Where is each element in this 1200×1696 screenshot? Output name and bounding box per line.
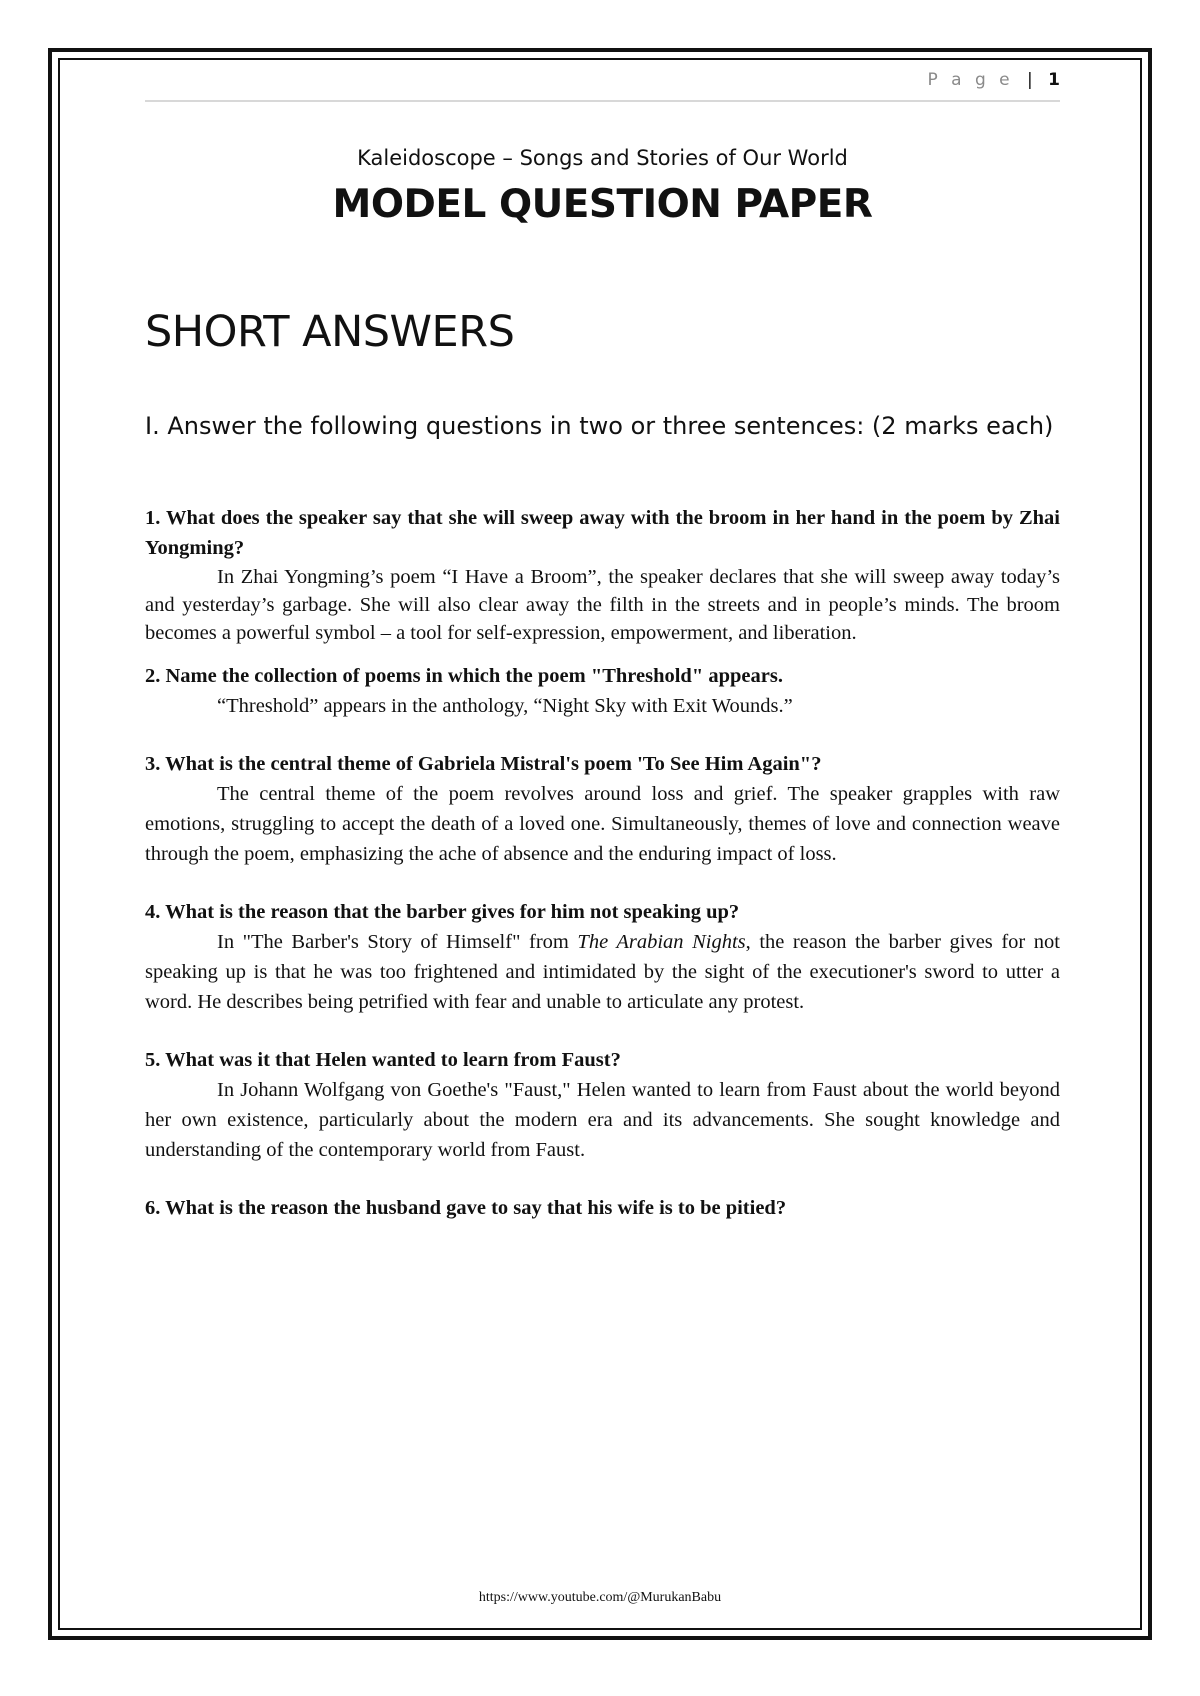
answer-4-text-start: In "The Barber's Story of Himself" from	[217, 931, 578, 953]
answer-1: In Zhai Yongming’s poem “I Have a Broom”, the speaker declares that she will sweep away today’s and yesterday’s garbage. She will also clear away the filth in the streets and in people’s minds. The broom becomes a powerful symbol – a tool for self-expression, empowerment, and liberation.	[145, 566, 1060, 644]
qa-item-6	[145, 1193, 1060, 1223]
footer-url: https://www.youtube.com/@MurukanBabu	[478, 1590, 722, 1605]
page-number: 1	[1048, 70, 1060, 90]
question-2: 2. Name the collection of poems in which the poem "Threshold" appears.	[145, 665, 783, 687]
page-header	[145, 70, 1060, 102]
answer-5: In Johann Wolfgang von Goethe's "Faust," Helen wanted to learn from Faust about the world beyond her own existence, particularly about the modern era and its advancements. She sought knowledge and understanding of the contemporary world from Faust.	[145, 1079, 1060, 1161]
section-heading: SHORT ANSWERS	[145, 307, 515, 357]
answer-4-book-title: The Arabian Nights	[577, 931, 746, 953]
question-6: 6. What is the reason the husband gave to say that his wife is to be pitied?	[145, 1197, 787, 1219]
instruction-text: I. Answer the following questions in two or three sentences: (2 marks each)	[145, 412, 1054, 440]
page-label: P a g e	[927, 70, 1014, 90]
answer-4	[145, 927, 1060, 1017]
answer-3: The central theme of the poem revolves around loss and grief. The speaker grapples with raw emotions, struggling to accept the death of a loved one. Simultaneously, themes of love and connection weave through the poem, emphasizing the ache of absence and the enduring impact of loss.	[145, 783, 1060, 865]
qa-item-1	[145, 503, 1060, 647]
answer-4-text-end: , the reason the barber gives for not speaking up is that he was too frightened and intimidated by the sight of the executioner's sword to utter a word. He describes being petrified with fear and unable to articulate any protest.	[145, 931, 1060, 1013]
question-5: 5. What was it that Helen wanted to learn from Faust?	[145, 1049, 621, 1071]
qa-item-3	[145, 749, 1060, 869]
qa-item-2	[145, 661, 1060, 721]
paper-title: MODEL QUESTION PAPER	[332, 182, 873, 227]
qa-item-5	[145, 1045, 1060, 1165]
question-3: 3. What is the central theme of Gabriela Mistral's poem 'To See Him Again"?	[145, 753, 822, 775]
question-4: 4. What is the reason that the barber gives for him not speaking up?	[145, 901, 740, 923]
question-1: 1. What does the speaker say that she will sweep away with the broom in her hand in the poem by Zhai Yongming?	[145, 507, 1060, 559]
page-separator: |	[1027, 70, 1033, 90]
qa-item-4	[145, 897, 1060, 1017]
book-subtitle: Kaleidoscope – Songs and Stories of Our World	[357, 146, 848, 170]
page-content	[145, 70, 1060, 1223]
answer-2: “Threshold” appears in the anthology, “Night Sky with Exit Wounds.”	[217, 695, 793, 717]
